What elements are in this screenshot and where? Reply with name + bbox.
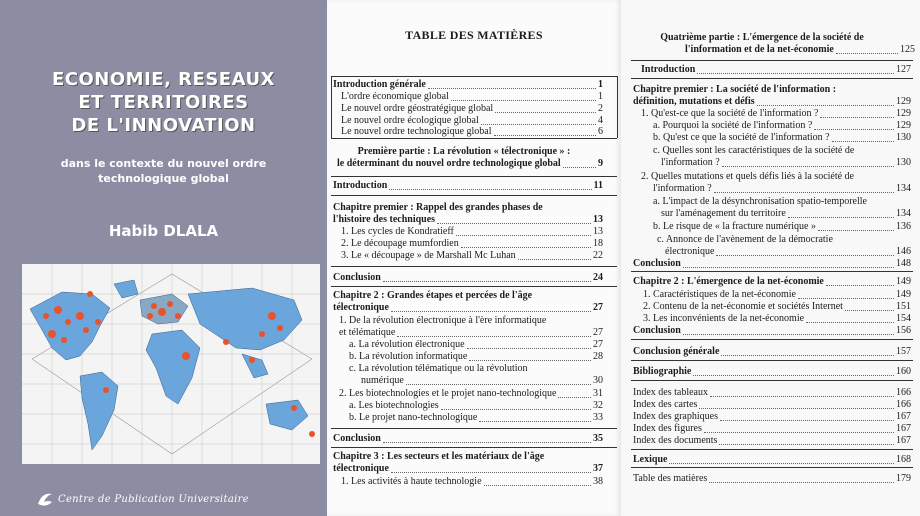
cover-title-line: ET TERRITOIRES — [78, 92, 249, 113]
toc-page-right: Quatrième partie : L'émergence de la société de l'information et de la net-économie 125 Introduction 127 Chapitre premier : La société de l'information : définition, mutations et défis 129 1. Qu'est-ce que la société de l'information ? 129 a. Pourquoi la société de l'information ? 129 b. Qu'est ce que la société de l'information ? 130 c. Quelles sont les caractéristiques de la société de l'information ? 130 2. Quelles mutations et quels défis liés à la société de l'information ? 134 a. L'impact de la désynchronisation spatio-temporelle sur l'aménagement du territoire 134 b. Le risque de « la fracture numérique » 136 c. Annonce de l'avènement de la démocratie électronique 146 Conclusion 148 Chapitre 2 : L'émergence de la net-économie 149 1. Caractéristiques de la net-économie 149 2. Contenu de la net-économie et sociétés Internet 151 3. Les inconvénients de la net-économie 154 Conclusion 156 Conclusion générale 157 Bibliographie 160 Index des tableaux 166 Index des cartes 166 Index des graphiques 167 Index des figures 167 Index des documents 167 Lexique 168 Table des matières 179 — [621, 0, 920, 516]
toc-title: TABLE DES MATIÈRES — [405, 28, 543, 42]
publisher-logo-icon — [36, 490, 56, 508]
cover-author: Habib DLALA — [108, 222, 219, 240]
toc-page-left: TABLE DES MATIÈRES Introduction générale 1 L'ordre économique global 1 Le nouvel ordre géostratégique global 2 Le nouvel ordre écologique global 4 Le nouvel ordre technologique global 6 Première partie : La révolution « télectronique » : le déterminant du nouvel ordre technologique global 9 Introduction 11 Chapitre premier : Rappel des grandes phases de l'histoire des techniques 13 1. Les cycles de Kondratieff 13 2. Le découpage mumfordien 18 3. Le « découpage » de Marshall Mc Luhan 22 Conclusion 24 Chapitre 2 : Grandes étapes et percées de l'âge télectronique 27 1. De la révolution électronique à l'ère informatique et télématique 27 a. La révolution électronique 27 b. La révolution informatique 28 c. La révolution télématique ou la révolution numérique 30 2. Les biotechnologies et le projet nano-technologique 31 a. Les biotechnologies 32 b. Le projet nano-technologique 33 Conclusion 35 Chapitre 3 : Les secteurs et les matériaux de l'âge télectronique 37 1. Les activités à haute technologie 38 — [327, 0, 621, 516]
cover-title — [0, 68, 327, 137]
cover-subtitle-line: dans le contexte du nouvel ordre — [60, 157, 267, 170]
world-map-icon — [22, 264, 320, 464]
book-cover — [0, 0, 327, 516]
cover-subtitle-line: technologique global — [98, 172, 229, 185]
cover-subtitle — [0, 156, 327, 186]
cover-title-line: DE L'INNOVATION — [71, 115, 256, 136]
cover-title-line: ECONOMIE, RESEAUX — [52, 69, 275, 90]
cover-publisher: Centre de Publication Universitaire — [58, 494, 249, 505]
toc-part-heading: Première partie : La révolution « télectronique » : — [357, 146, 571, 157]
toc-part-heading: Quatrième partie : L'émergence de la société de — [660, 32, 864, 43]
